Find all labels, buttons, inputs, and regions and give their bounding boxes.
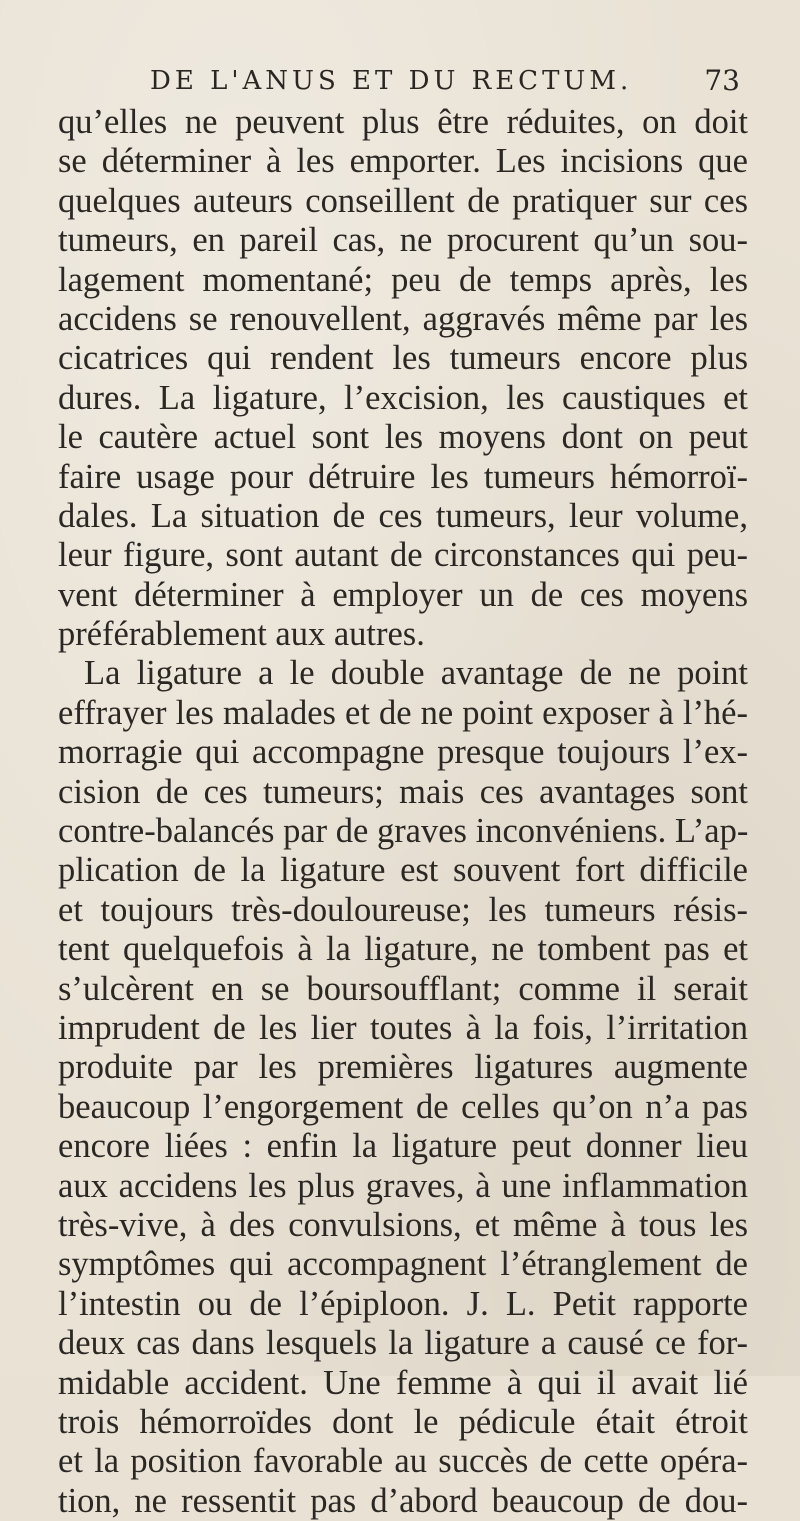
text-line: lagement momentané; peu de temps après, les (58, 260, 748, 299)
text-line: et la position favorable au succès de cette opéra- (58, 1442, 748, 1481)
text-line: tent quelquefois à la ligature, ne tombent pas et (58, 930, 748, 969)
text-line: cicatrices qui rendent les tumeurs encore plus (58, 339, 748, 378)
text-line: qu’elles ne peuvent plus être réduites, on doit (58, 103, 748, 141)
text-line: le cautère actuel sont les moyens dont on peut (58, 418, 748, 457)
text-line: leur figure, sont autant de circonstances qui peu- (58, 536, 748, 575)
text-line: faire usage pour détruire les tumeurs hémorroï- (58, 457, 748, 496)
text-line: trois hémorroïdes dont le pédicule était étroit (58, 1402, 748, 1441)
text-line: se déterminer à les emporter. Les incisions que (58, 142, 748, 181)
text-line: vent déterminer à employer un de ces moyens (58, 575, 748, 614)
text-line: dales. La situation de ces tumeurs, leur volume, (58, 496, 748, 535)
text-line: aux accidens les plus graves, à une inflammation (58, 1166, 748, 1205)
text-line: encore liées : enfin la ligature peut donner lieu (58, 1127, 748, 1166)
text-line: La ligature a le double avantage de ne point (84, 654, 748, 693)
text-line: accidens se renouvellent, aggravés même par les (58, 299, 748, 338)
text-line: symptômes qui accompagnent l’étranglement de (58, 1245, 748, 1284)
text-line: tumeurs, en pareil cas, ne procurent qu’un sou- (58, 221, 748, 260)
text-line: tion, ne ressentit pas d’abord beaucoup de dou- (58, 1481, 748, 1520)
body-text (58, 103, 748, 1521)
running-head-title: DE L'ANUS ET DU RECTUM. (150, 66, 633, 96)
text-line: l’intestin ou de l’épiploon. J. L. Petit rapporte (58, 1284, 748, 1323)
text-line: deux cas dans lesquels la ligature a causé ce for- (58, 1324, 748, 1363)
text-line: s’ulcèrent en se boursoufflant; comme il serait (58, 969, 748, 1008)
text-line: contre-balancés par de graves inconvéniens. L’ap- (58, 812, 749, 851)
text-line: midable accident. Une femme à qui il avait lié (58, 1363, 748, 1402)
text-line: imprudent de les lier toutes à la fois, l’irritation (58, 1008, 748, 1047)
text-line: plication de la ligature est souvent fort difficile (58, 851, 748, 890)
text-line: beaucoup l’engorgement de celles qu’on n’a pas (58, 1087, 748, 1126)
text-line: très-vive, à des convulsions, et même à tous les (58, 1205, 748, 1244)
text-line: préférablement aux autres. (58, 615, 425, 654)
text-line: effrayer les malades et de ne point exposer à l’hé- (58, 693, 748, 732)
text-line: morragie qui accompagne presque toujours l’ex- (58, 733, 748, 772)
page-number: 73 (704, 64, 740, 97)
text-line: cision de ces tumeurs; mais ces avantages sont (58, 772, 748, 811)
text-line: quelques auteurs conseillent de pratiquer sur ces (58, 181, 748, 220)
text-line: et toujours très-douloureuse; les tumeurs résis- (58, 890, 748, 929)
text-line: produite par les premières ligatures augmente (58, 1048, 748, 1087)
text-line: dures. La ligature, l’excision, les caustiques et (58, 378, 748, 417)
running-head (150, 66, 740, 102)
